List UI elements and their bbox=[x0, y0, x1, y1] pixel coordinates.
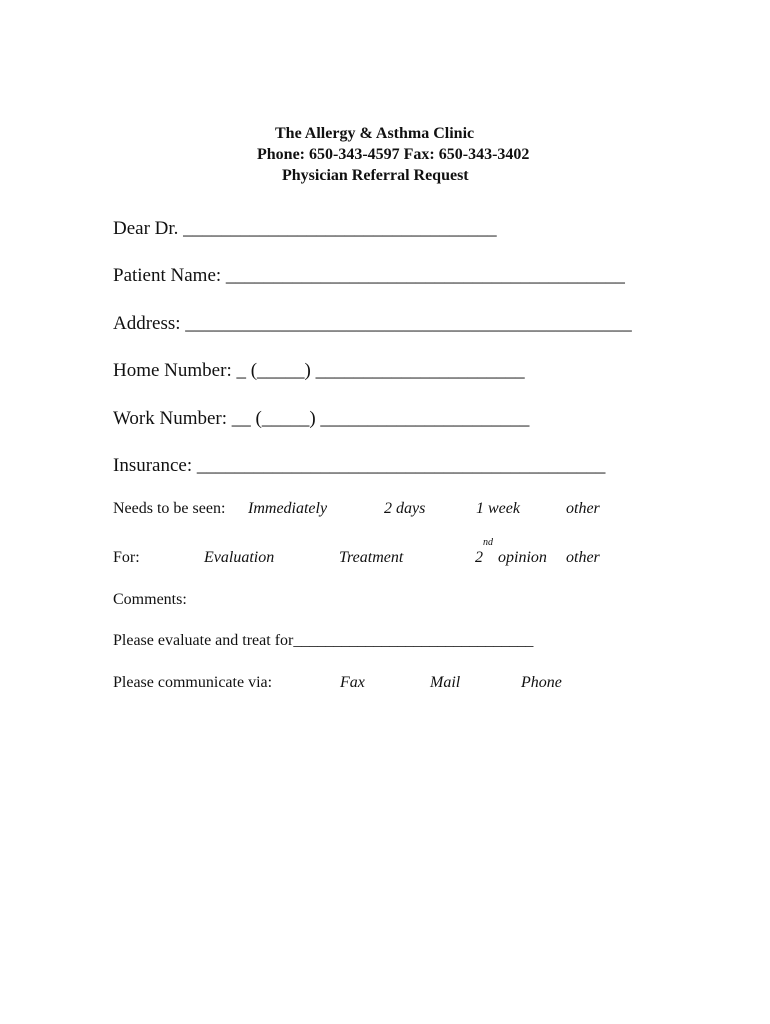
communicate-option-fax[interactable]: Fax bbox=[340, 674, 365, 691]
communicate-option-phone[interactable]: Phone bbox=[521, 674, 562, 691]
for-option-second-opinion-label[interactable]: opinion bbox=[498, 549, 547, 566]
insurance-field[interactable]: Insurance: ___________________________________________ bbox=[113, 455, 606, 476]
patient-name-field[interactable]: Patient Name: __________________________________________ bbox=[113, 265, 625, 286]
for-option-other[interactable]: other bbox=[566, 549, 600, 566]
evaluate-treat-field[interactable]: Please evaluate and treat for______________________________ bbox=[113, 632, 534, 649]
communicate-label: Please communicate via: bbox=[113, 674, 273, 691]
needs-seen-option-1-week[interactable]: 1 week bbox=[476, 500, 520, 517]
form-title: Physician Referral Request bbox=[282, 167, 469, 184]
needs-seen-option-other[interactable]: other bbox=[566, 500, 600, 517]
needs-seen-option-immediately[interactable]: Immediately bbox=[248, 500, 328, 517]
for-label: For: bbox=[113, 549, 140, 566]
address-field[interactable]: Address: _______________________________________________ bbox=[113, 313, 632, 334]
work-number-field[interactable]: Work Number: __ (_____) ______________________ bbox=[113, 408, 530, 429]
needs-seen-label: Needs to be seen: bbox=[113, 500, 226, 517]
clinic-name: The Allergy & Asthma Clinic bbox=[275, 125, 475, 142]
dear-dr-field[interactable]: Dear Dr. _________________________________ bbox=[113, 218, 497, 239]
home-number-field[interactable]: Home Number: _ (_____) ______________________ bbox=[113, 360, 525, 381]
clinic-phone-fax: Phone: 650-343-4597 Fax: 650-343-3402 bbox=[257, 146, 530, 163]
for-option-treatment[interactable]: Treatment bbox=[339, 549, 404, 566]
for-option-second-opinion-number[interactable]: 2 bbox=[475, 549, 483, 566]
comments-label: Comments: bbox=[113, 591, 187, 608]
needs-seen-option-2-days[interactable]: 2 days bbox=[384, 500, 426, 517]
for-option-evaluation[interactable]: Evaluation bbox=[204, 549, 275, 566]
for-option-second-opinion-superscript: nd bbox=[483, 537, 493, 548]
communicate-option-mail[interactable]: Mail bbox=[430, 674, 461, 691]
